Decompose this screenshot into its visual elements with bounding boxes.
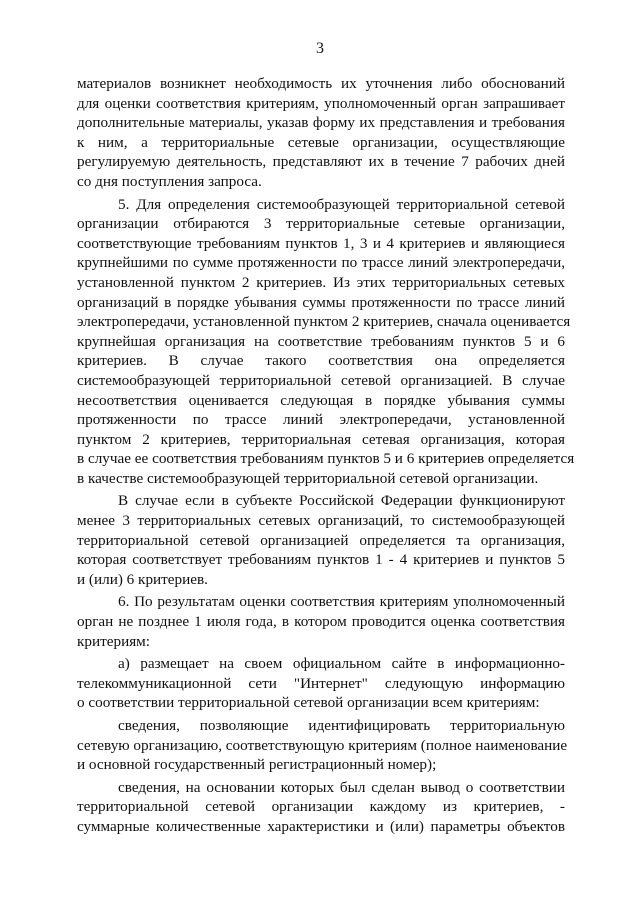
text-line: со дня поступления запроса. xyxy=(77,172,262,190)
text-line: телекоммуникационной сети "Интернет" следующую информацию xyxy=(77,674,565,692)
text-line: сведения, на основании которых был сделан вывод о соответствии xyxy=(118,778,565,796)
text-line: в качестве системообразующей территориальной сетевой организации. xyxy=(77,469,539,487)
text-line: крупнейшими по сумме протяженности по трассе линий электропередачи, xyxy=(77,254,565,272)
text-line: организации отбираются 3 территориальные сетевые организации, xyxy=(77,215,565,233)
text-line: регулируемую деятельность, представляют их в течение 7 рабочих дней xyxy=(77,153,565,171)
text-line: менее 3 территориальных сетевых организаций, то системообразующей xyxy=(77,512,565,530)
text-line: в случае ее соответствия требованиям пунктов 5 и 6 критериев определяется xyxy=(77,450,575,468)
text-line: электропередачи, установленной пунктом 2 критериев, сначала оценивается xyxy=(77,313,571,331)
document-body xyxy=(77,74,575,840)
text-line: критериям: xyxy=(77,632,151,650)
text-line: и основной государственный регистрационный номер); xyxy=(77,756,437,774)
text-line: орган не позднее 1 июля года, в котором проводится оценка соответствия xyxy=(77,613,565,631)
text-line: В случае если в субъекте Российской Федерации функционируют xyxy=(118,492,565,510)
text-line: 6. По результатам оценки соответствия критериям уполномоченный xyxy=(118,593,565,611)
text-line: о соответствии территориальной сетевой организации всем критериям: xyxy=(77,694,540,712)
paragraph xyxy=(77,592,565,651)
text-line: пунктом 2 критериев, территориальная сетевая организация, которая xyxy=(77,430,565,448)
text-line: материалов возникнет необходимость их уточнения либо обоснований xyxy=(77,75,565,92)
text-line: критериев. В случае такого соответствия она определяется xyxy=(77,352,565,370)
text-line: сетевую организацию, соответствующую критериям (полное наименование xyxy=(77,736,568,754)
paragraph xyxy=(77,74,565,192)
text-line: 5. Для определения системообразующей территориальной сетевой xyxy=(118,195,565,213)
text-line: территориальной сетевой организацией определяется та организация, xyxy=(77,531,565,549)
page-number: 3 xyxy=(316,40,324,57)
text-line: сведения, позволяющие идентифицировать территориальную xyxy=(118,717,565,734)
paragraph xyxy=(77,716,568,775)
text-line: крупнейшая организация на соответствие требованиям пунктов 5 и 6 xyxy=(77,332,565,350)
text-line: организаций в порядке убывания суммы протяженности по трассе линий xyxy=(77,293,565,311)
text-line: территориальной сетевой организации каждому из критериев, - xyxy=(77,798,565,816)
text-line: несоответствия оценивается следующая в порядке убывания суммы xyxy=(77,391,565,409)
paragraph xyxy=(77,491,565,589)
text-line: соответствующие требованиям пунктов 1, 3 и 4 критериев и являющиеся xyxy=(77,234,565,252)
text-line: установленной пунктом 2 критериев. Из этих территориальных сетевых xyxy=(77,273,565,291)
paragraph xyxy=(77,778,565,837)
text-line: и (или) 6 критериев. xyxy=(77,570,208,588)
text-line: дополнительные материалы, указав форму их представления и требования xyxy=(77,114,565,132)
paragraph xyxy=(77,654,565,713)
text-line: суммарные количественные характеристики и (или) параметры объектов xyxy=(77,817,565,835)
paragraph xyxy=(77,195,575,489)
text-line: а) размещает на своем официальном сайте в информационно- xyxy=(118,655,565,673)
text-line: системообразующей территориальной сетевой организацией. В случае xyxy=(77,371,565,389)
text-line: к ним, а территориальные сетевые организации, осуществляющие xyxy=(77,133,565,151)
text-line: протяженности по трассе линий электропередачи, установленной xyxy=(77,411,565,429)
text-line: для оценки соответствия критериям, уполномоченный орган запрашивает xyxy=(77,94,565,112)
text-line: которая соответствует требованиям пунктов 1 - 4 критериев и пунктов 5 xyxy=(77,551,565,569)
